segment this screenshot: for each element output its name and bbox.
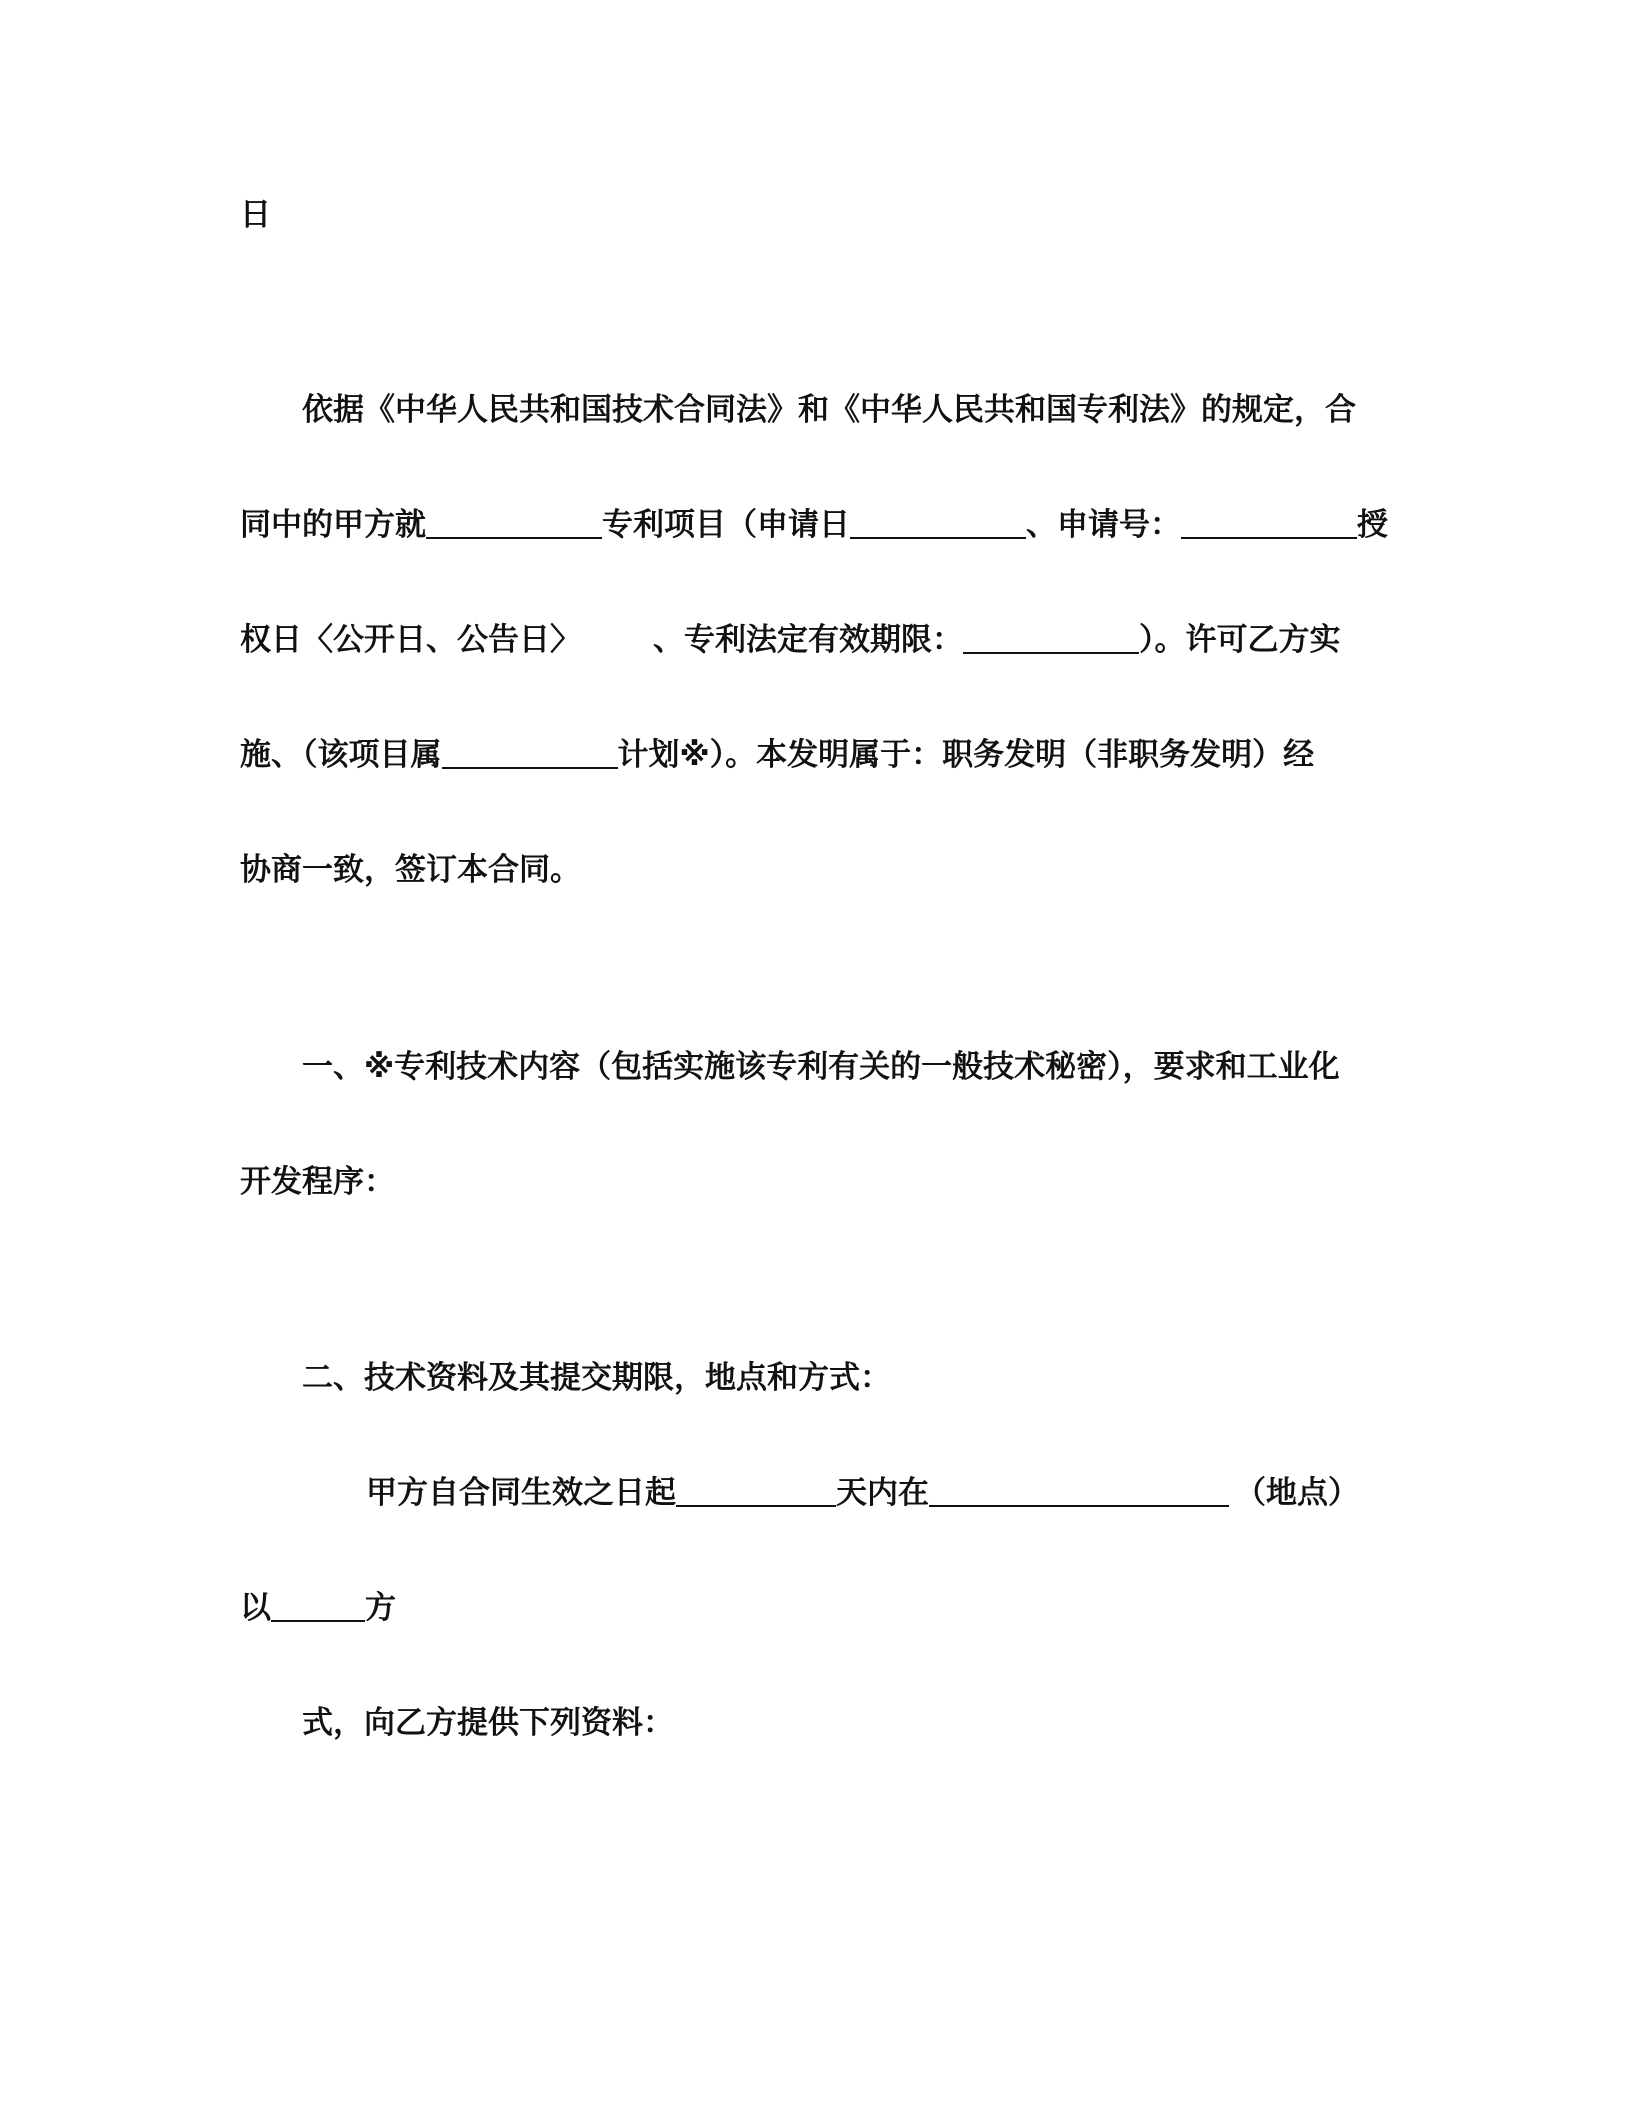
section-text: 开发程序： — [240, 1164, 395, 1200]
preamble-text: 协商一致，签订本合同。 — [240, 852, 581, 888]
preamble-line-2 — [240, 505, 1388, 545]
section-1-line-2 — [240, 1162, 395, 1202]
section-2-line-2 — [240, 1588, 396, 1628]
section-2-heading — [302, 1358, 891, 1398]
preamble-text: ）。许可乙方实 — [1139, 622, 1341, 658]
preamble-line-4 — [240, 735, 1314, 775]
section-2-line-3 — [302, 1703, 674, 1743]
preamble-text: 、专利法定有效期限： — [653, 622, 963, 658]
preamble-line-1 — [302, 390, 1356, 430]
application-date-blank[interactable] — [850, 507, 1026, 539]
page-top-fragment — [240, 195, 271, 235]
preamble-text: 专利项目（申请日 — [602, 507, 850, 543]
validity-period-blank[interactable] — [963, 622, 1139, 654]
preamble-text: 计划※）。本发明属于：职务发明（非职务发明）经 — [617, 737, 1315, 773]
application-number-blank[interactable] — [1181, 507, 1357, 539]
preamble-text: 同中的甲方就 — [240, 507, 426, 543]
section-text: 方 — [365, 1590, 396, 1626]
section-1-heading — [302, 1047, 1340, 1087]
section-text: （地点） — [1235, 1475, 1359, 1511]
patent-project-blank[interactable] — [426, 507, 602, 539]
section-2-line-1 — [366, 1473, 1359, 1513]
preamble-line-5 — [240, 850, 581, 890]
section-text: 甲方自合同生效之日起 — [366, 1475, 676, 1511]
section-text: 二、技术资料及其提交期限，地点和方式： — [302, 1360, 891, 1396]
location-blank[interactable] — [929, 1475, 1229, 1507]
preamble-text: 权日〈公开日、公告日〉 — [240, 622, 581, 658]
preamble-text: 、申请号： — [1026, 507, 1181, 543]
section-text: 以 — [240, 1590, 271, 1626]
project-plan-blank[interactable] — [442, 737, 618, 769]
method-blank[interactable] — [271, 1590, 365, 1622]
preamble-line-3 — [240, 620, 1341, 660]
preamble-text: 依据《中华人民共和国技术合同法》和《中华人民共和国专利法》的规定，合 — [302, 392, 1356, 428]
section-text: 天内在 — [836, 1475, 929, 1511]
section-text: 一、※专利技术内容（包括实施该专利有关的一般技术秘密），要求和工业化 — [302, 1049, 1340, 1085]
preamble-text: 施、（该项目属 — [240, 737, 442, 773]
days-blank[interactable] — [676, 1475, 836, 1507]
preamble-text: 授 — [1357, 507, 1388, 543]
top-fragment-text: 日 — [240, 197, 271, 233]
section-text: 式，向乙方提供下列资料： — [302, 1705, 674, 1741]
